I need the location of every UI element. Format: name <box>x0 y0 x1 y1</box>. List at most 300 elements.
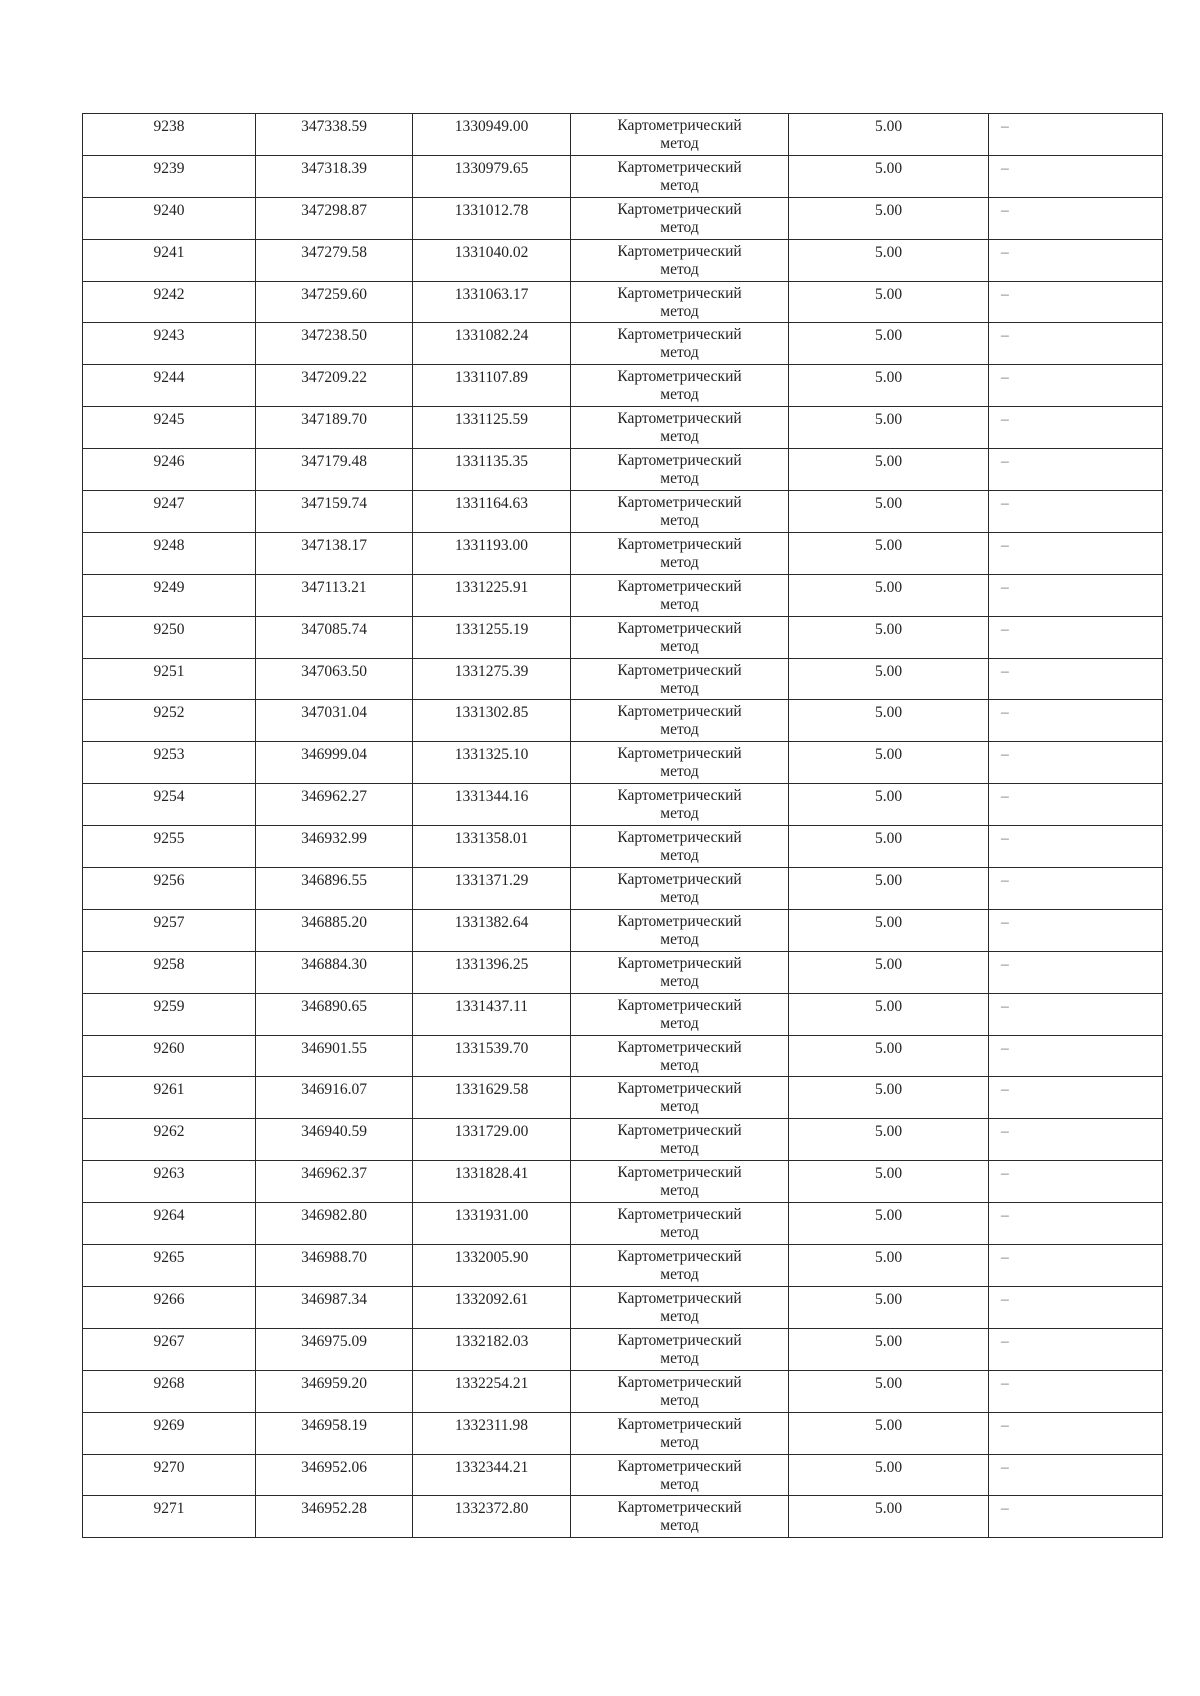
table-row <box>83 993 1163 1035</box>
method-cell <box>571 658 789 700</box>
method-line-1: Картометрический <box>617 787 742 805</box>
note-cell: – <box>989 574 1163 616</box>
table-row <box>83 868 1163 910</box>
method-cell <box>571 449 789 491</box>
method-line-2: метод <box>660 721 699 739</box>
y-coordinate-cell: 1331040.02 <box>413 239 571 281</box>
point-number-cell: 9259 <box>83 993 256 1035</box>
method-cell <box>571 1496 789 1538</box>
accuracy-cell: 5.00 <box>789 197 989 239</box>
x-coordinate-cell: 347279.58 <box>256 239 413 281</box>
x-coordinate-cell: 346952.28 <box>256 1496 413 1538</box>
table-row <box>83 323 1163 365</box>
method-line-2: метод <box>660 1517 699 1535</box>
method-cell <box>571 993 789 1035</box>
y-coordinate-cell: 1331539.70 <box>413 1035 571 1077</box>
method-cell <box>571 491 789 533</box>
point-number-cell: 9250 <box>83 616 256 658</box>
method-line-1: Картометрический <box>617 703 742 721</box>
table-row <box>83 742 1163 784</box>
method-line-2: метод <box>660 1224 699 1242</box>
y-coordinate-cell: 1331437.11 <box>413 993 571 1035</box>
y-coordinate-cell: 1332254.21 <box>413 1370 571 1412</box>
method-line-2: метод <box>660 260 699 278</box>
method-line-2: метод <box>660 470 699 488</box>
x-coordinate-cell: 346952.06 <box>256 1454 413 1496</box>
y-coordinate-cell: 1331275.39 <box>413 658 571 700</box>
method-line-2: метод <box>660 1307 699 1325</box>
y-coordinate-cell: 1331225.91 <box>413 574 571 616</box>
accuracy-cell: 5.00 <box>789 1412 989 1454</box>
y-coordinate-cell: 1332344.21 <box>413 1454 571 1496</box>
x-coordinate-cell: 347063.50 <box>256 658 413 700</box>
y-coordinate-cell: 1331358.01 <box>413 826 571 868</box>
note-cell: – <box>989 1245 1163 1287</box>
table-row <box>83 1454 1163 1496</box>
method-line-2: метод <box>660 344 699 362</box>
point-number-cell: 9254 <box>83 784 256 826</box>
method-cell <box>571 1328 789 1370</box>
note-cell: – <box>989 1161 1163 1203</box>
x-coordinate-cell: 346988.70 <box>256 1245 413 1287</box>
method-line-2: метод <box>660 972 699 990</box>
table-row <box>83 239 1163 281</box>
accuracy-cell: 5.00 <box>789 1077 989 1119</box>
method-line-1: Картометрический <box>617 1206 742 1224</box>
method-line-2: метод <box>660 930 699 948</box>
accuracy-cell: 5.00 <box>789 491 989 533</box>
accuracy-cell: 5.00 <box>789 1286 989 1328</box>
accuracy-cell: 5.00 <box>789 407 989 449</box>
point-number-cell: 9239 <box>83 155 256 197</box>
note-cell: – <box>989 784 1163 826</box>
note-cell: – <box>989 616 1163 658</box>
table-row <box>83 155 1163 197</box>
method-line-1: Картометрический <box>617 452 742 470</box>
method-cell <box>571 281 789 323</box>
method-line-1: Картометрический <box>617 1373 742 1391</box>
y-coordinate-cell: 1331255.19 <box>413 616 571 658</box>
x-coordinate-cell: 346959.20 <box>256 1370 413 1412</box>
y-coordinate-cell: 1332182.03 <box>413 1328 571 1370</box>
note-cell: – <box>989 407 1163 449</box>
table-row <box>83 1161 1163 1203</box>
x-coordinate-cell: 347138.17 <box>256 532 413 574</box>
method-line-1: Картометрический <box>617 1415 742 1433</box>
point-number-cell: 9242 <box>83 281 256 323</box>
accuracy-cell: 5.00 <box>789 993 989 1035</box>
accuracy-cell: 5.00 <box>789 1496 989 1538</box>
y-coordinate-cell: 1331125.59 <box>413 407 571 449</box>
method-cell <box>571 114 789 156</box>
table-row <box>83 197 1163 239</box>
x-coordinate-cell: 346999.04 <box>256 742 413 784</box>
table-row <box>83 616 1163 658</box>
point-number-cell: 9269 <box>83 1412 256 1454</box>
y-coordinate-cell: 1332092.61 <box>413 1286 571 1328</box>
method-cell <box>571 574 789 616</box>
method-line-1: Картометрический <box>617 158 742 176</box>
accuracy-cell: 5.00 <box>789 365 989 407</box>
method-cell <box>571 407 789 449</box>
accuracy-cell: 5.00 <box>789 532 989 574</box>
method-line-1: Картометрический <box>617 912 742 930</box>
accuracy-cell: 5.00 <box>789 742 989 784</box>
x-coordinate-cell: 346962.37 <box>256 1161 413 1203</box>
x-coordinate-cell: 346896.55 <box>256 868 413 910</box>
point-number-cell: 9258 <box>83 951 256 993</box>
table-row <box>83 281 1163 323</box>
method-line-1: Картометрический <box>617 535 742 553</box>
method-cell <box>571 616 789 658</box>
x-coordinate-cell: 347318.39 <box>256 155 413 197</box>
method-line-2: метод <box>660 302 699 320</box>
point-number-cell: 9241 <box>83 239 256 281</box>
method-line-1: Картометрический <box>617 368 742 386</box>
method-line-2: метод <box>660 637 699 655</box>
y-coordinate-cell: 1331729.00 <box>413 1119 571 1161</box>
method-line-2: метод <box>660 847 699 865</box>
note-cell: – <box>989 700 1163 742</box>
accuracy-cell: 5.00 <box>789 868 989 910</box>
accuracy-cell: 5.00 <box>789 909 989 951</box>
note-cell: – <box>989 658 1163 700</box>
x-coordinate-cell: 346975.09 <box>256 1328 413 1370</box>
method-line-2: метод <box>660 428 699 446</box>
x-coordinate-cell: 347179.48 <box>256 449 413 491</box>
accuracy-cell: 5.00 <box>789 1370 989 1412</box>
method-line-1: Картометрический <box>617 1038 742 1056</box>
accuracy-cell: 5.00 <box>789 323 989 365</box>
method-cell <box>571 197 789 239</box>
table-row <box>83 909 1163 951</box>
point-number-cell: 9271 <box>83 1496 256 1538</box>
point-number-cell: 9264 <box>83 1203 256 1245</box>
note-cell: – <box>989 323 1163 365</box>
table-row <box>83 1035 1163 1077</box>
accuracy-cell: 5.00 <box>789 1035 989 1077</box>
y-coordinate-cell: 1332005.90 <box>413 1245 571 1287</box>
note-cell: – <box>989 365 1163 407</box>
note-cell: – <box>989 1119 1163 1161</box>
note-cell: – <box>989 1286 1163 1328</box>
point-number-cell: 9261 <box>83 1077 256 1119</box>
method-cell <box>571 1245 789 1287</box>
x-coordinate-cell: 346962.27 <box>256 784 413 826</box>
table-row <box>83 951 1163 993</box>
method-cell <box>571 742 789 784</box>
table-row <box>83 365 1163 407</box>
method-line-1: Картометрический <box>617 954 742 972</box>
x-coordinate-cell: 347238.50 <box>256 323 413 365</box>
accuracy-cell: 5.00 <box>789 574 989 616</box>
accuracy-cell: 5.00 <box>789 616 989 658</box>
method-line-1: Картометрический <box>617 1331 742 1349</box>
table-row <box>83 1412 1163 1454</box>
method-line-2: метод <box>660 135 699 152</box>
note-cell: – <box>989 281 1163 323</box>
point-number-cell: 9268 <box>83 1370 256 1412</box>
point-number-cell: 9249 <box>83 574 256 616</box>
method-cell <box>571 1286 789 1328</box>
table-row <box>83 700 1163 742</box>
table-row <box>83 532 1163 574</box>
point-number-cell: 9243 <box>83 323 256 365</box>
table-row <box>83 1119 1163 1161</box>
point-number-cell: 9246 <box>83 449 256 491</box>
method-cell <box>571 909 789 951</box>
note-cell: – <box>989 1035 1163 1077</box>
method-line-1: Картометрический <box>617 871 742 889</box>
point-number-cell: 9244 <box>83 365 256 407</box>
method-line-1: Картометрический <box>617 745 742 763</box>
accuracy-cell: 5.00 <box>789 1328 989 1370</box>
note-cell: – <box>989 155 1163 197</box>
method-cell <box>571 1412 789 1454</box>
x-coordinate-cell: 346940.59 <box>256 1119 413 1161</box>
method-cell <box>571 1119 789 1161</box>
method-line-1: Картометрический <box>617 1289 742 1307</box>
table-row <box>83 658 1163 700</box>
y-coordinate-cell: 1331371.29 <box>413 868 571 910</box>
table-row <box>83 784 1163 826</box>
y-coordinate-cell: 1331396.25 <box>413 951 571 993</box>
x-coordinate-cell: 346982.80 <box>256 1203 413 1245</box>
method-cell <box>571 323 789 365</box>
x-coordinate-cell: 347209.22 <box>256 365 413 407</box>
note-cell: – <box>989 1328 1163 1370</box>
method-cell <box>571 1454 789 1496</box>
x-coordinate-cell: 347031.04 <box>256 700 413 742</box>
table-row <box>83 491 1163 533</box>
y-coordinate-cell: 1331828.41 <box>413 1161 571 1203</box>
table-row <box>83 1286 1163 1328</box>
point-number-cell: 9255 <box>83 826 256 868</box>
x-coordinate-cell: 347189.70 <box>256 407 413 449</box>
note-cell: – <box>989 993 1163 1035</box>
accuracy-cell: 5.00 <box>789 114 989 156</box>
method-line-2: метод <box>660 1433 699 1451</box>
x-coordinate-cell: 347159.74 <box>256 491 413 533</box>
table-row <box>83 1077 1163 1119</box>
y-coordinate-cell: 1331382.64 <box>413 909 571 951</box>
method-cell <box>571 826 789 868</box>
method-cell <box>571 700 789 742</box>
x-coordinate-cell: 346987.34 <box>256 1286 413 1328</box>
accuracy-cell: 5.00 <box>789 1161 989 1203</box>
note-cell: – <box>989 114 1163 156</box>
point-number-cell: 9238 <box>83 114 256 156</box>
note-cell: – <box>989 197 1163 239</box>
method-line-2: метод <box>660 1182 699 1200</box>
y-coordinate-cell: 1331082.24 <box>413 323 571 365</box>
y-coordinate-cell: 1332372.80 <box>413 1496 571 1538</box>
method-cell <box>571 365 789 407</box>
point-number-cell: 9252 <box>83 700 256 742</box>
method-line-1: Картометрический <box>617 996 742 1014</box>
y-coordinate-cell: 1331629.58 <box>413 1077 571 1119</box>
accuracy-cell: 5.00 <box>789 281 989 323</box>
note-cell: – <box>989 491 1163 533</box>
coordinates-table-body <box>83 114 1163 1538</box>
accuracy-cell: 5.00 <box>789 155 989 197</box>
method-line-2: метод <box>660 679 699 697</box>
y-coordinate-cell: 1331344.16 <box>413 784 571 826</box>
table-row <box>83 1245 1163 1287</box>
table-row <box>83 1496 1163 1538</box>
point-number-cell: 9266 <box>83 1286 256 1328</box>
method-line-1: Картометрический <box>617 1164 742 1182</box>
method-line-2: метод <box>660 1349 699 1367</box>
accuracy-cell: 5.00 <box>789 449 989 491</box>
method-line-2: метод <box>660 1098 699 1116</box>
point-number-cell: 9247 <box>83 491 256 533</box>
y-coordinate-cell: 1330979.65 <box>413 155 571 197</box>
point-number-cell: 9251 <box>83 658 256 700</box>
point-number-cell: 9267 <box>83 1328 256 1370</box>
y-coordinate-cell: 1331193.00 <box>413 532 571 574</box>
x-coordinate-cell: 346958.19 <box>256 1412 413 1454</box>
x-coordinate-cell: 346916.07 <box>256 1077 413 1119</box>
note-cell: – <box>989 868 1163 910</box>
accuracy-cell: 5.00 <box>789 700 989 742</box>
accuracy-cell: 5.00 <box>789 826 989 868</box>
method-line-2: метод <box>660 553 699 571</box>
method-line-2: метод <box>660 805 699 823</box>
y-coordinate-cell: 1331325.10 <box>413 742 571 784</box>
x-coordinate-cell: 346884.30 <box>256 951 413 993</box>
point-number-cell: 9270 <box>83 1454 256 1496</box>
method-cell <box>571 239 789 281</box>
point-number-cell: 9262 <box>83 1119 256 1161</box>
x-coordinate-cell: 347298.87 <box>256 197 413 239</box>
point-number-cell: 9245 <box>83 407 256 449</box>
table-row <box>83 114 1163 156</box>
note-cell: – <box>989 1077 1163 1119</box>
x-coordinate-cell: 346890.65 <box>256 993 413 1035</box>
method-cell <box>571 532 789 574</box>
method-line-1: Картометрический <box>617 1457 742 1475</box>
method-line-2: метод <box>660 512 699 530</box>
method-line-2: метод <box>660 763 699 781</box>
table-row <box>83 1328 1163 1370</box>
point-number-cell: 9240 <box>83 197 256 239</box>
y-coordinate-cell: 1331063.17 <box>413 281 571 323</box>
x-coordinate-cell: 347338.59 <box>256 114 413 156</box>
y-coordinate-cell: 1331012.78 <box>413 197 571 239</box>
point-number-cell: 9257 <box>83 909 256 951</box>
accuracy-cell: 5.00 <box>789 239 989 281</box>
method-cell <box>571 1203 789 1245</box>
accuracy-cell: 5.00 <box>789 784 989 826</box>
table-row <box>83 826 1163 868</box>
x-coordinate-cell: 346901.55 <box>256 1035 413 1077</box>
method-line-2: метод <box>660 386 699 404</box>
point-number-cell: 9260 <box>83 1035 256 1077</box>
point-number-cell: 9256 <box>83 868 256 910</box>
method-line-1: Картометрический <box>617 661 742 679</box>
method-line-1: Картометрический <box>617 1499 742 1517</box>
accuracy-cell: 5.00 <box>789 658 989 700</box>
accuracy-cell: 5.00 <box>789 1203 989 1245</box>
accuracy-cell: 5.00 <box>789 1454 989 1496</box>
x-coordinate-cell: 347113.21 <box>256 574 413 616</box>
coordinates-table <box>82 113 1163 1538</box>
method-line-1: Картометрический <box>617 1248 742 1266</box>
point-number-cell: 9248 <box>83 532 256 574</box>
note-cell: – <box>989 1370 1163 1412</box>
table-row <box>83 574 1163 616</box>
method-line-2: метод <box>660 1391 699 1409</box>
method-line-2: метод <box>660 1266 699 1284</box>
method-line-1: Картометрический <box>617 242 742 260</box>
y-coordinate-cell: 1331931.00 <box>413 1203 571 1245</box>
x-coordinate-cell: 346932.99 <box>256 826 413 868</box>
method-line-1: Картометрический <box>617 326 742 344</box>
method-line-2: метод <box>660 595 699 613</box>
note-cell: – <box>989 951 1163 993</box>
method-line-2: метод <box>660 1140 699 1158</box>
table-row <box>83 407 1163 449</box>
method-line-1: Картометрический <box>617 829 742 847</box>
method-line-1: Картометрический <box>617 117 742 134</box>
note-cell: – <box>989 826 1163 868</box>
method-line-1: Картометрический <box>617 494 742 512</box>
table-row <box>83 1203 1163 1245</box>
note-cell: – <box>989 1412 1163 1454</box>
note-cell: – <box>989 239 1163 281</box>
note-cell: – <box>989 532 1163 574</box>
method-line-1: Картометрический <box>617 410 742 428</box>
note-cell: – <box>989 1496 1163 1538</box>
method-line-2: метод <box>660 218 699 236</box>
method-cell <box>571 1161 789 1203</box>
y-coordinate-cell: 1330949.00 <box>413 114 571 156</box>
table-row <box>83 449 1163 491</box>
method-line-1: Картометрический <box>617 284 742 302</box>
accuracy-cell: 5.00 <box>789 1119 989 1161</box>
note-cell: – <box>989 1454 1163 1496</box>
note-cell: – <box>989 449 1163 491</box>
method-line-2: метод <box>660 176 699 194</box>
method-line-1: Картометрический <box>617 577 742 595</box>
method-cell <box>571 1077 789 1119</box>
method-cell <box>571 868 789 910</box>
method-cell <box>571 155 789 197</box>
x-coordinate-cell: 346885.20 <box>256 909 413 951</box>
method-line-2: метод <box>660 1475 699 1493</box>
method-line-2: метод <box>660 889 699 907</box>
accuracy-cell: 5.00 <box>789 951 989 993</box>
method-cell <box>571 951 789 993</box>
x-coordinate-cell: 347085.74 <box>256 616 413 658</box>
accuracy-cell: 5.00 <box>789 1245 989 1287</box>
method-line-1: Картометрический <box>617 619 742 637</box>
y-coordinate-cell: 1332311.98 <box>413 1412 571 1454</box>
method-line-1: Картометрический <box>617 1122 742 1140</box>
point-number-cell: 9263 <box>83 1161 256 1203</box>
method-line-1: Картометрический <box>617 1080 742 1098</box>
note-cell: – <box>989 742 1163 784</box>
method-line-1: Картометрический <box>617 200 742 218</box>
note-cell: – <box>989 1203 1163 1245</box>
point-number-cell: 9253 <box>83 742 256 784</box>
point-number-cell: 9265 <box>83 1245 256 1287</box>
method-cell <box>571 1035 789 1077</box>
method-cell <box>571 1370 789 1412</box>
table-row <box>83 1370 1163 1412</box>
x-coordinate-cell: 347259.60 <box>256 281 413 323</box>
